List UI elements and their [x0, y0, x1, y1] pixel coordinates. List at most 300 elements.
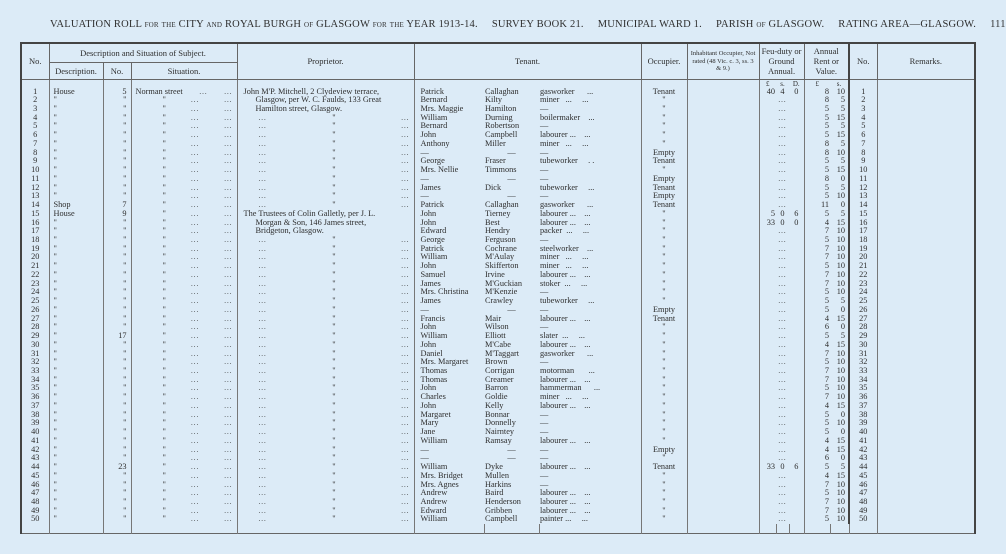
row-number-right: 16	[849, 219, 877, 228]
annual-shillings: 10	[836, 252, 846, 262]
remarks	[877, 210, 975, 219]
feu-pence	[789, 323, 804, 332]
row-number: 48	[31, 497, 40, 507]
description: "	[49, 428, 103, 437]
situation: " ... ...	[131, 515, 237, 524]
tenant-first-name: John	[414, 341, 484, 350]
proprietor: ... " ...	[237, 122, 414, 131]
feu-pence	[789, 411, 804, 420]
feu-shillings: 0	[780, 208, 785, 218]
proprietor: The Trustees of Colin Galletly, per J. L.	[237, 210, 414, 219]
feu-empty: ...	[778, 436, 787, 445]
tenant-first-name: Daniel	[414, 350, 484, 359]
description: "	[49, 341, 103, 350]
row-number: 41	[31, 435, 40, 445]
remarks	[877, 288, 975, 297]
feu-pence	[789, 367, 804, 376]
occupier-status: "	[641, 507, 687, 516]
occupier-status: Empty	[641, 306, 687, 315]
description: "	[49, 253, 103, 262]
description: "	[49, 419, 103, 428]
inhabitant-occupier	[687, 481, 759, 490]
row-number-right: 40	[849, 428, 877, 437]
annual-shillings: 5	[840, 121, 846, 131]
description: "	[49, 481, 103, 490]
occupier-status: "	[641, 489, 687, 498]
tenant-occupation: labourer ... ...	[540, 505, 591, 515]
inhabitant-occupier	[687, 446, 759, 455]
occupier-status: "	[641, 341, 687, 350]
situation: " ... ...	[131, 140, 237, 149]
row-number: 17	[31, 226, 40, 236]
remarks	[877, 498, 975, 507]
tenant-first-name: Patrick	[414, 88, 484, 97]
tenant-surname: Callaghan	[485, 86, 519, 96]
tenant-occupation: —	[540, 287, 549, 297]
annual-shillings: 5	[840, 103, 846, 113]
annual-pounds: 7	[804, 227, 830, 236]
inhabitant-occupier	[687, 297, 759, 306]
street-number: "	[103, 315, 131, 324]
feu-empty: ...	[778, 358, 787, 367]
inhabitant-occupier	[687, 507, 759, 516]
proprietor: ... " ...	[237, 454, 414, 463]
row-number-right: 44	[849, 463, 877, 472]
description: "	[49, 105, 103, 114]
remarks	[877, 393, 975, 402]
annual-shillings: 10	[836, 383, 846, 393]
annual-pounds: 5	[804, 236, 830, 245]
annual-pounds: 5	[804, 105, 830, 114]
remarks	[877, 428, 975, 437]
proprietor: ... " ...	[237, 166, 414, 175]
street-number: "	[103, 245, 131, 254]
tenant-surname: Cochrane	[485, 243, 517, 253]
feu-pence	[789, 341, 804, 350]
feu-pence	[789, 122, 804, 131]
row-number: 45	[31, 470, 40, 480]
proprietor: ... " ...	[237, 341, 414, 350]
proprietor: ... " ...	[237, 131, 414, 140]
tenant-surname: Gribben	[485, 505, 513, 515]
street-number: "	[103, 472, 131, 481]
street-number: "	[103, 411, 131, 420]
tenant-occupation: miner ... ...	[540, 95, 589, 105]
feu-empty: ...	[778, 113, 787, 122]
feu-pounds	[759, 262, 776, 271]
description: "	[49, 140, 103, 149]
tenant-first-name: Edward	[414, 227, 484, 236]
valuation-table	[20, 42, 976, 534]
annual-pounds: 7	[804, 498, 830, 507]
remarks	[877, 332, 975, 341]
row-number-right: 50	[849, 515, 877, 524]
situation: " ... ...	[131, 245, 237, 254]
tenant-surname: M'Guckian	[485, 278, 522, 288]
tenant-surname: Hamilton	[485, 103, 517, 113]
tenant-occupation: —	[540, 427, 549, 437]
tenant-occupation: painter ... ...	[540, 514, 588, 524]
street-number: "	[103, 507, 131, 516]
row-number: 38	[31, 409, 40, 419]
row-number: 4	[33, 112, 38, 122]
tenant-occupation: miner ... ...	[540, 392, 589, 402]
remarks	[877, 463, 975, 472]
feu-pence	[789, 507, 804, 516]
feu-pounds	[759, 376, 776, 385]
proprietor: Hamilton street, Glasgow.	[237, 105, 414, 114]
feu-pounds	[759, 411, 776, 420]
row-number-right: 1	[849, 88, 877, 97]
proprietor: ... " ...	[237, 140, 414, 149]
remarks	[877, 149, 975, 158]
proprietor: ... " ...	[237, 350, 414, 359]
feu-shillings: 0	[780, 462, 785, 472]
row-number: 46	[31, 479, 40, 489]
tenant-first-name: —	[414, 149, 484, 158]
description: "	[49, 166, 103, 175]
tenant-occupation: miner ... ...	[540, 138, 589, 148]
row-number-right: 9	[849, 157, 877, 166]
row-number: 43	[31, 453, 40, 463]
description: House	[49, 88, 103, 97]
row-number: 39	[31, 418, 40, 428]
tenant-first-name: William	[414, 515, 484, 524]
description: "	[49, 122, 103, 131]
proprietor: John M'P. Mitchell, 2 Clydeview terrace,	[237, 88, 414, 97]
unit-shillings: s.	[836, 79, 842, 88]
proprietor: ... " ...	[237, 472, 414, 481]
tenant-first-name: John	[414, 210, 484, 219]
tenant-occupation: steelworker ...	[540, 243, 594, 253]
row-number: 8	[33, 147, 38, 157]
description: "	[49, 358, 103, 367]
occupier-status: Tenant	[641, 157, 687, 166]
inhabitant-occupier	[687, 96, 759, 105]
inhabitant-occupier	[687, 149, 759, 158]
tenant-occupation: motorman ...	[540, 366, 595, 375]
annual-pounds: 5	[804, 122, 830, 131]
feu-pence	[789, 515, 804, 524]
tenant-surname: Bonnar	[485, 409, 510, 419]
description: "	[49, 245, 103, 254]
tenant-occupation: packer ... ...	[540, 226, 590, 236]
occupier-status: "	[641, 105, 687, 114]
tenant-first-name: Charles	[414, 393, 484, 402]
tenant-surname: Ramsay	[485, 435, 512, 445]
annual-pounds: 5	[804, 297, 830, 306]
description: "	[49, 515, 103, 524]
row-number-right: 8	[849, 149, 877, 158]
proprietor: ... " ...	[237, 262, 414, 271]
occupier-status: "	[641, 297, 687, 306]
row-number-right: 18	[849, 236, 877, 245]
annual-shillings: 0	[840, 304, 846, 314]
description: "	[49, 472, 103, 481]
remarks	[877, 358, 975, 367]
inhabitant-occupier	[687, 227, 759, 236]
proprietor: ... " ...	[237, 384, 414, 393]
remarks	[877, 402, 975, 411]
feu-pounds	[759, 323, 776, 332]
remarks	[877, 437, 975, 446]
remarks	[877, 201, 975, 210]
row-number: 31	[31, 348, 40, 358]
tenant-occupation: labourer ... ...	[540, 435, 591, 445]
proprietor: ... " ...	[237, 245, 414, 254]
proprietor: ... " ...	[237, 315, 414, 324]
tenant-occupation: —	[540, 191, 549, 201]
tenant-surname: Creamer	[485, 374, 514, 384]
annual-pounds: 8	[804, 88, 830, 97]
feu-pounds	[759, 236, 776, 245]
row-number-right: 12	[849, 184, 877, 193]
rating-area: RATING AREA—GLASGOW.	[838, 19, 977, 30]
tenant-first-name: William	[414, 463, 484, 472]
row-number: 23	[31, 278, 40, 288]
feu-pence	[789, 350, 804, 359]
occupier-status: "	[641, 210, 687, 219]
tenant-surname: Corrigan	[485, 366, 515, 375]
description: "	[49, 271, 103, 280]
occupier-status: "	[641, 114, 687, 123]
occupier-status: "	[641, 131, 687, 140]
description: "	[49, 463, 103, 472]
feu-pence	[789, 376, 804, 385]
annual-shillings: 10	[836, 191, 846, 201]
tenant-occupation: labourer ... ...	[540, 217, 591, 227]
inhabitant-occupier	[687, 210, 759, 219]
tenant-occupation: tubeworker ...	[540, 182, 595, 192]
tenant-surname: Henderson	[485, 497, 521, 507]
tenant-first-name: William	[414, 437, 484, 446]
inhabitant-occupier	[687, 454, 759, 463]
feu-pounds	[759, 280, 776, 289]
occupier-status: "	[641, 376, 687, 385]
annual-shillings: 5	[840, 296, 846, 306]
remarks	[877, 472, 975, 481]
street-number: "	[103, 384, 131, 393]
inhabitant-occupier	[687, 419, 759, 428]
tenant-first-name: Anthony	[414, 140, 484, 149]
feu-empty: ...	[778, 148, 787, 157]
inhabitant-occupier	[687, 245, 759, 254]
proprietor: ... " ...	[237, 481, 414, 490]
annual-pounds: 8	[804, 149, 830, 158]
occupier-status: Empty	[641, 446, 687, 455]
tenant-surname: M'Kenzie	[485, 287, 518, 297]
situation: " ... ...	[131, 96, 237, 105]
feu-empty: ...	[778, 131, 787, 140]
description: "	[49, 367, 103, 376]
inhabitant-occupier	[687, 131, 759, 140]
annual-pounds: 7	[804, 280, 830, 289]
feu-empty: ...	[778, 174, 787, 183]
proprietor: ... " ...	[237, 236, 414, 245]
row-number: 16	[31, 217, 40, 227]
situation: " ... ...	[131, 131, 237, 140]
description: "	[49, 236, 103, 245]
inhabitant-occupier	[687, 463, 759, 472]
tenant-surname: Durning	[485, 112, 513, 122]
remarks	[877, 192, 975, 201]
feu-pence	[789, 384, 804, 393]
feu-empty: ...	[778, 454, 787, 463]
situation: " ... ...	[131, 157, 237, 166]
annual-pounds: 5	[804, 358, 830, 367]
tenant-occupation: labourer ... ...	[540, 313, 591, 323]
occupier-status: "	[641, 481, 687, 490]
feu-pounds	[759, 481, 776, 490]
row-number-right: 15	[849, 210, 877, 219]
inhabitant-occupier	[687, 236, 759, 245]
feu-pence	[789, 402, 804, 411]
feu-shillings: 4	[780, 86, 785, 96]
tenant-occupation: labourer ... ...	[540, 269, 591, 279]
feu-empty: ...	[778, 288, 787, 297]
annual-pounds: 7	[804, 253, 830, 262]
tenant-occupation: labourer ... ...	[540, 374, 591, 384]
tenant-first-name: Andrew	[414, 489, 484, 498]
tenant-first-name: Andrew	[414, 498, 484, 507]
situation: " ... ...	[131, 297, 237, 306]
annual-pounds: 4	[804, 437, 830, 446]
col-no: No.	[21, 43, 49, 79]
feu-empty: ...	[778, 401, 787, 410]
annual-pounds: 5	[804, 114, 830, 123]
annual-pounds: 6	[804, 323, 830, 332]
situation: " ... ...	[131, 489, 237, 498]
street-number: "	[103, 105, 131, 114]
proprietor: ... " ...	[237, 288, 414, 297]
feu-empty: ...	[778, 183, 787, 192]
street-number: "	[103, 515, 131, 524]
description: "	[49, 384, 103, 393]
inhabitant-occupier	[687, 166, 759, 175]
description: "	[49, 288, 103, 297]
situation: " ... ...	[131, 219, 237, 228]
annual-shillings: 15	[836, 470, 846, 480]
tenant-occupation: —	[540, 165, 549, 175]
tenant-occupation: —	[540, 418, 549, 428]
annual-shillings: 15	[836, 217, 846, 227]
proprietor: ... " ...	[237, 498, 414, 507]
description: "	[49, 446, 103, 455]
annual-shillings: 15	[836, 339, 846, 349]
remarks	[877, 88, 975, 97]
annual-shillings: 0	[840, 453, 846, 463]
description: "	[49, 184, 103, 193]
roll-title: VALUATION ROLL for the CITY and ROYAL BURGH of GLASGOW for the YEAR 1913-14.	[50, 19, 478, 30]
remarks	[877, 515, 975, 524]
inhabitant-occupier	[687, 175, 759, 184]
feu-pounds	[759, 306, 776, 315]
feu-pence	[789, 175, 804, 184]
annual-pounds: 7	[804, 507, 830, 516]
annual-pounds: 4	[804, 219, 830, 228]
description: "	[49, 489, 103, 498]
occupier-status: "	[641, 122, 687, 131]
occupier-status: "	[641, 402, 687, 411]
annual-shillings: 10	[836, 147, 846, 157]
street-number: "	[103, 393, 131, 402]
annual-shillings: 0	[840, 322, 846, 332]
remarks	[877, 184, 975, 193]
feu-pence	[789, 446, 804, 455]
occupier-status: Tenant	[641, 201, 687, 210]
feu-pence	[789, 288, 804, 297]
row-number: 12	[31, 182, 40, 192]
tenant-first-name: Mrs. Margaret	[414, 358, 484, 367]
description: "	[49, 454, 103, 463]
description: "	[49, 219, 103, 228]
tenant-surname: Robertson	[485, 121, 520, 131]
annual-pounds: 5	[804, 166, 830, 175]
row-number: 11	[31, 173, 40, 183]
remarks	[877, 175, 975, 184]
municipal-ward: MUNICIPAL WARD 1.	[597, 19, 702, 30]
tenant-surname: Barron	[485, 383, 509, 393]
occupier-status: "	[641, 96, 687, 105]
col-feu-duty: Feu-duty or Ground Annual.	[759, 43, 804, 79]
col-situation: Situation.	[131, 62, 237, 79]
row-number: 5	[33, 121, 38, 131]
row-number-right: 27	[849, 315, 877, 324]
situation: " ... ...	[131, 481, 237, 490]
feu-pounds	[759, 402, 776, 411]
annual-shillings: 5	[840, 208, 846, 218]
annual-shillings: 15	[836, 400, 846, 410]
annual-shillings: 10	[836, 505, 846, 515]
feu-pounds	[759, 184, 776, 193]
situation: " ... ...	[131, 262, 237, 271]
feu-pounds	[759, 253, 776, 262]
tenant-first-name: Thomas	[414, 367, 484, 376]
street-number: "	[103, 481, 131, 490]
tenant-surname: Tierney	[485, 208, 511, 218]
row-number-right: 35	[849, 384, 877, 393]
row-number-right: 39	[849, 419, 877, 428]
feu-pence	[789, 428, 804, 437]
col-description-group: Description and Situation of Subject.	[49, 43, 237, 62]
feu-pounds	[759, 114, 776, 123]
description: "	[49, 131, 103, 140]
annual-pounds: 5	[804, 419, 830, 428]
feu-empty: ...	[778, 192, 787, 201]
annual-pounds: 5	[804, 332, 830, 341]
situation: " ... ...	[131, 507, 237, 516]
row-number: 6	[33, 130, 38, 140]
annual-shillings: 10	[836, 357, 846, 367]
occupier-status: Tenant	[641, 184, 687, 193]
proprietor: ... " ...	[237, 446, 414, 455]
annual-pounds: 5	[804, 428, 830, 437]
occupier-status: "	[641, 419, 687, 428]
remarks	[877, 367, 975, 376]
occupier-status: "	[641, 166, 687, 175]
feu-pence	[789, 297, 804, 306]
col-tenant: Tenant.	[414, 43, 641, 79]
feu-empty: ...	[778, 349, 787, 358]
annual-shillings: 0	[840, 409, 846, 419]
street-number: "	[103, 192, 131, 201]
feu-pence	[789, 131, 804, 140]
occupier-status: "	[641, 262, 687, 271]
annual-pounds: 7	[804, 245, 830, 254]
tenant-occupation: labourer ... ...	[540, 462, 591, 472]
tenant-surname: Baird	[485, 488, 504, 498]
row-number: 35	[31, 383, 40, 393]
